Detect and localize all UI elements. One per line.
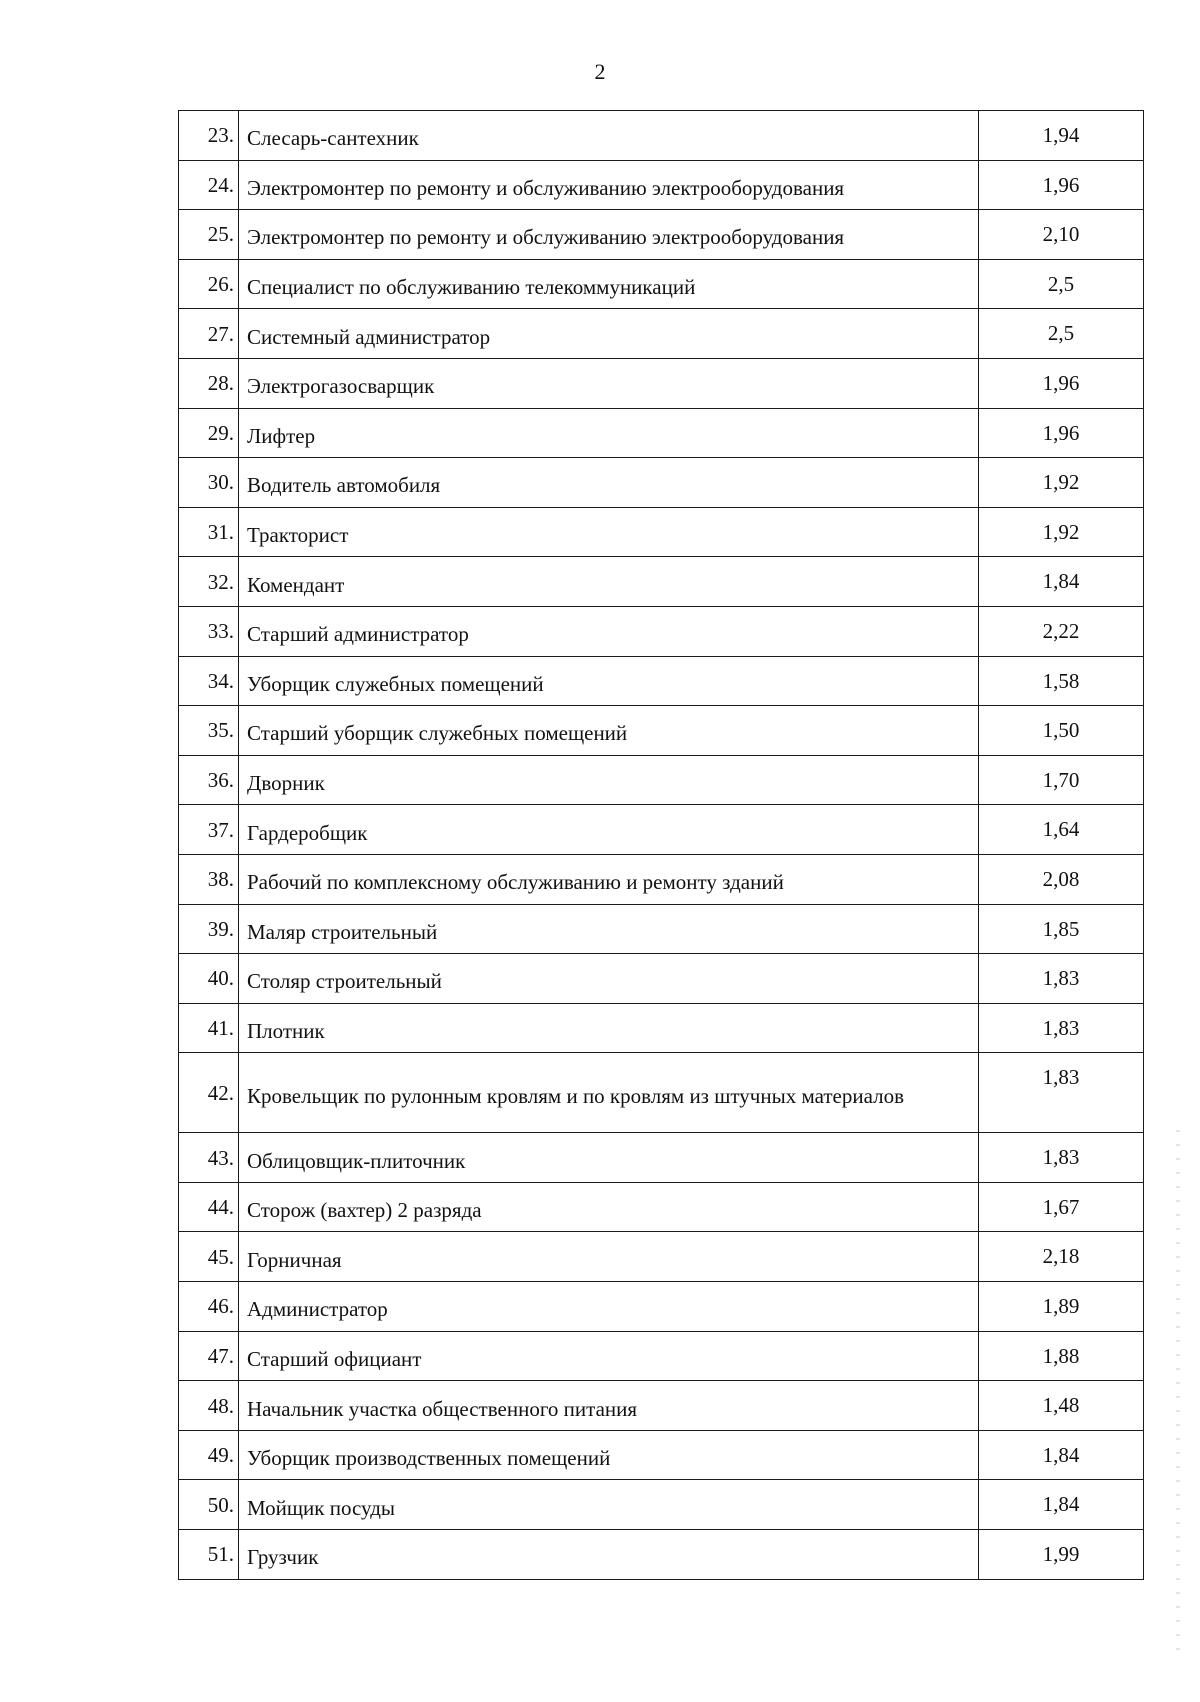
- position-name: Сторож (вахтер) 2 разряда: [239, 1182, 979, 1232]
- coefficient-value: 2,08: [979, 854, 1144, 904]
- table-row: [179, 1381, 1144, 1431]
- table-row: [179, 854, 1144, 904]
- row-number: 40.: [179, 954, 239, 1004]
- row-number: 47.: [179, 1331, 239, 1381]
- position-name: Специалист по обслуживанию телекоммуникаций: [239, 259, 979, 309]
- table-row: [179, 1053, 1144, 1133]
- position-name: Гардеробщик: [239, 805, 979, 855]
- positions-table: [178, 110, 1144, 1580]
- table-row: [179, 1003, 1144, 1053]
- coefficient-value: 1,67: [979, 1182, 1144, 1232]
- row-number: 36.: [179, 755, 239, 805]
- row-number: 44.: [179, 1182, 239, 1232]
- coefficient-value: 1,48: [979, 1381, 1144, 1431]
- row-number: 32.: [179, 557, 239, 607]
- row-number: 35.: [179, 706, 239, 756]
- row-number: 31.: [179, 507, 239, 557]
- row-number: 41.: [179, 1003, 239, 1053]
- row-number: 46.: [179, 1282, 239, 1332]
- table-row: [179, 755, 1144, 805]
- position-name: Слесарь-сантехник: [239, 111, 979, 161]
- coefficient-value: 1,84: [979, 557, 1144, 607]
- position-name: Водитель автомобиля: [239, 458, 979, 508]
- coefficient-value: 1,99: [979, 1530, 1144, 1580]
- row-number: 37.: [179, 805, 239, 855]
- table-row: [179, 507, 1144, 557]
- table-row: [179, 111, 1144, 161]
- position-name: Старший уборщик служебных помещений: [239, 706, 979, 756]
- position-name: Электрогазосварщик: [239, 358, 979, 408]
- row-number: 34.: [179, 656, 239, 706]
- row-number: 30.: [179, 458, 239, 508]
- row-number: 51.: [179, 1530, 239, 1580]
- position-name: Лифтер: [239, 408, 979, 458]
- coefficient-value: 1,96: [979, 408, 1144, 458]
- table-row: [179, 656, 1144, 706]
- row-number: 24.: [179, 160, 239, 210]
- coefficient-value: 1,70: [979, 755, 1144, 805]
- row-number: 38.: [179, 854, 239, 904]
- row-number: 49.: [179, 1430, 239, 1480]
- coefficient-value: 1,83: [979, 1003, 1144, 1053]
- coefficient-value: 1,83: [979, 1053, 1144, 1133]
- table-row: [179, 1430, 1144, 1480]
- position-name: Маляр строительный: [239, 904, 979, 954]
- row-number: 25.: [179, 210, 239, 260]
- position-name: Электромонтер по ремонту и обслуживанию электрооборудования: [239, 210, 979, 260]
- coefficient-value: 1,92: [979, 507, 1144, 557]
- table-row: [179, 1282, 1144, 1332]
- row-number: 27.: [179, 309, 239, 359]
- coefficient-value: 1,64: [979, 805, 1144, 855]
- table-row: [179, 557, 1144, 607]
- position-name: Старший администратор: [239, 606, 979, 656]
- table-row: [179, 904, 1144, 954]
- coefficient-value: 1,84: [979, 1430, 1144, 1480]
- position-name: Дворник: [239, 755, 979, 805]
- table-row: [179, 210, 1144, 260]
- table-row: [179, 1530, 1144, 1580]
- row-number: 42.: [179, 1053, 239, 1133]
- coefficient-value: 2,22: [979, 606, 1144, 656]
- position-name: Кровельщик по рулонным кровлям и по кровлям из штучных материалов: [239, 1053, 979, 1133]
- coefficient-value: 1,96: [979, 160, 1144, 210]
- coefficient-value: 1,50: [979, 706, 1144, 756]
- coefficient-value: 1,88: [979, 1331, 1144, 1381]
- row-number: 43.: [179, 1133, 239, 1183]
- row-number: 48.: [179, 1381, 239, 1431]
- position-name: Электромонтер по ремонту и обслуживанию электрооборудования: [239, 160, 979, 210]
- row-number: 23.: [179, 111, 239, 161]
- table-row: [179, 1480, 1144, 1530]
- coefficient-value: 2,18: [979, 1232, 1144, 1282]
- position-name: Столяр строительный: [239, 954, 979, 1004]
- position-name: Плотник: [239, 1003, 979, 1053]
- position-name: Администратор: [239, 1282, 979, 1332]
- scan-edge-marks: [1176, 1130, 1180, 1650]
- row-number: 39.: [179, 904, 239, 954]
- table-row: [179, 606, 1144, 656]
- position-name: Мойщик посуды: [239, 1480, 979, 1530]
- coefficient-value: 1,94: [979, 111, 1144, 161]
- table-row: [179, 259, 1144, 309]
- table-row: [179, 309, 1144, 359]
- table-row: [179, 1133, 1144, 1183]
- page-number: 2: [594, 59, 606, 84]
- position-name: Начальник участка общественного питания: [239, 1381, 979, 1431]
- position-name: Облицовщик-плиточник: [239, 1133, 979, 1183]
- coefficient-value: 1,85: [979, 904, 1144, 954]
- table-row: [179, 954, 1144, 1004]
- row-number: 26.: [179, 259, 239, 309]
- table-row: [179, 1182, 1144, 1232]
- coefficient-value: 1,83: [979, 1133, 1144, 1183]
- coefficient-value: 2,10: [979, 210, 1144, 260]
- table-row: [179, 805, 1144, 855]
- coefficient-value: 1,92: [979, 458, 1144, 508]
- coefficient-value: 1,89: [979, 1282, 1144, 1332]
- position-name: Системный администратор: [239, 309, 979, 359]
- row-number: 50.: [179, 1480, 239, 1530]
- table-row: [179, 1331, 1144, 1381]
- row-number: 45.: [179, 1232, 239, 1282]
- coefficient-value: 1,84: [979, 1480, 1144, 1530]
- position-name: Горничная: [239, 1232, 979, 1282]
- table-row: [179, 160, 1144, 210]
- position-name: Рабочий по комплексному обслуживанию и ремонту зданий: [239, 854, 979, 904]
- position-name: Уборщик служебных помещений: [239, 656, 979, 706]
- position-name: Грузчик: [239, 1530, 979, 1580]
- coefficient-value: 2,5: [979, 309, 1144, 359]
- row-number: 29.: [179, 408, 239, 458]
- table-row: [179, 706, 1144, 756]
- coefficient-value: 1,58: [979, 656, 1144, 706]
- position-name: Комендант: [239, 557, 979, 607]
- position-name: Старший официант: [239, 1331, 979, 1381]
- row-number: 28.: [179, 358, 239, 408]
- position-name: Уборщик производственных помещений: [239, 1430, 979, 1480]
- table-row: [179, 358, 1144, 408]
- positions-table-body: [179, 111, 1144, 1580]
- table-row: [179, 408, 1144, 458]
- coefficient-value: 1,83: [979, 954, 1144, 1004]
- coefficient-value: 2,5: [979, 259, 1144, 309]
- position-name: Тракторист: [239, 507, 979, 557]
- coefficient-value: 1,96: [979, 358, 1144, 408]
- row-number: 33.: [179, 606, 239, 656]
- table-row: [179, 1232, 1144, 1282]
- table-row: [179, 458, 1144, 508]
